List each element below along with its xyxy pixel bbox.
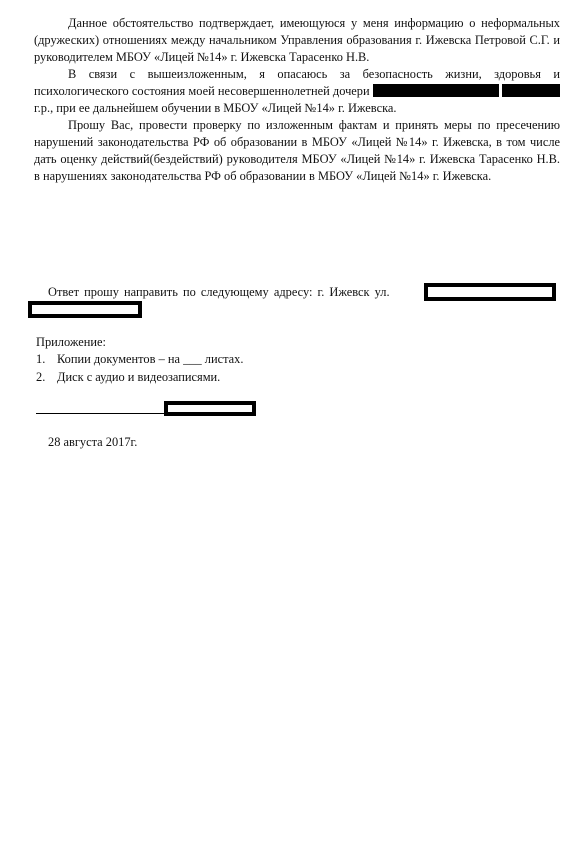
attachment-item-1-number: 1. [36, 352, 46, 366]
attachment-item-2-number: 2. [36, 370, 46, 384]
paragraph-safety-text-end: г.р., при ее дальнейшем обучении в МБОУ «Лицей №14» г. Ижевска. [34, 101, 397, 115]
redacted-daughter-name [373, 84, 499, 97]
attachment-item-2-text: Диск с аудио и видеозаписями. [57, 370, 221, 384]
attachment-item-1-text: Копии документов – на ___ листах. [57, 352, 244, 366]
attachments-title: Приложение: [36, 335, 106, 349]
redacted-house-number [28, 301, 142, 318]
paragraph-request: Прошу Вас, провести проверку по изложенным фактам и принять меры по пресечению нарушений законодательства РФ об образовании в МБОУ «Лицей №14» г. Ижевска, в том числе дать оценку действий(бездействий) руководителя МБОУ «Лицей №14» г. Ижевска Тарасенко Н.В. в нарушениях законодательства РФ об образовании в МБОУ «Лицей №14» г. Ижевска. [34, 118, 560, 183]
redacted-street-address [424, 283, 556, 301]
redacted-birth-year [502, 84, 560, 97]
signature-line [36, 413, 164, 414]
paragraph-safety-concern [34, 66, 560, 117]
paragraph-safety-text: В связи с вышеизложенным, я опасаюсь за безопасность жизни, здоровья и психологического состояния моей несовершеннолетней дочери [34, 67, 560, 98]
document-date: 28 августа 2017г. [48, 435, 138, 449]
redacted-signature-name [164, 401, 256, 416]
reply-address-label: Ответ прошу направить по следующему адресу: г. Ижевск ул. [48, 285, 390, 299]
paragraph-relations: Данное обстоятельство подтверждает, имеющуюся у меня информацию о неформальных (дружеских) отношениях между начальником Управления образования г. Ижевска Петровой С.Г. и руководителем МБОУ «Лицей №14» г. Ижевска Тарасенко Н.В. [34, 16, 560, 64]
